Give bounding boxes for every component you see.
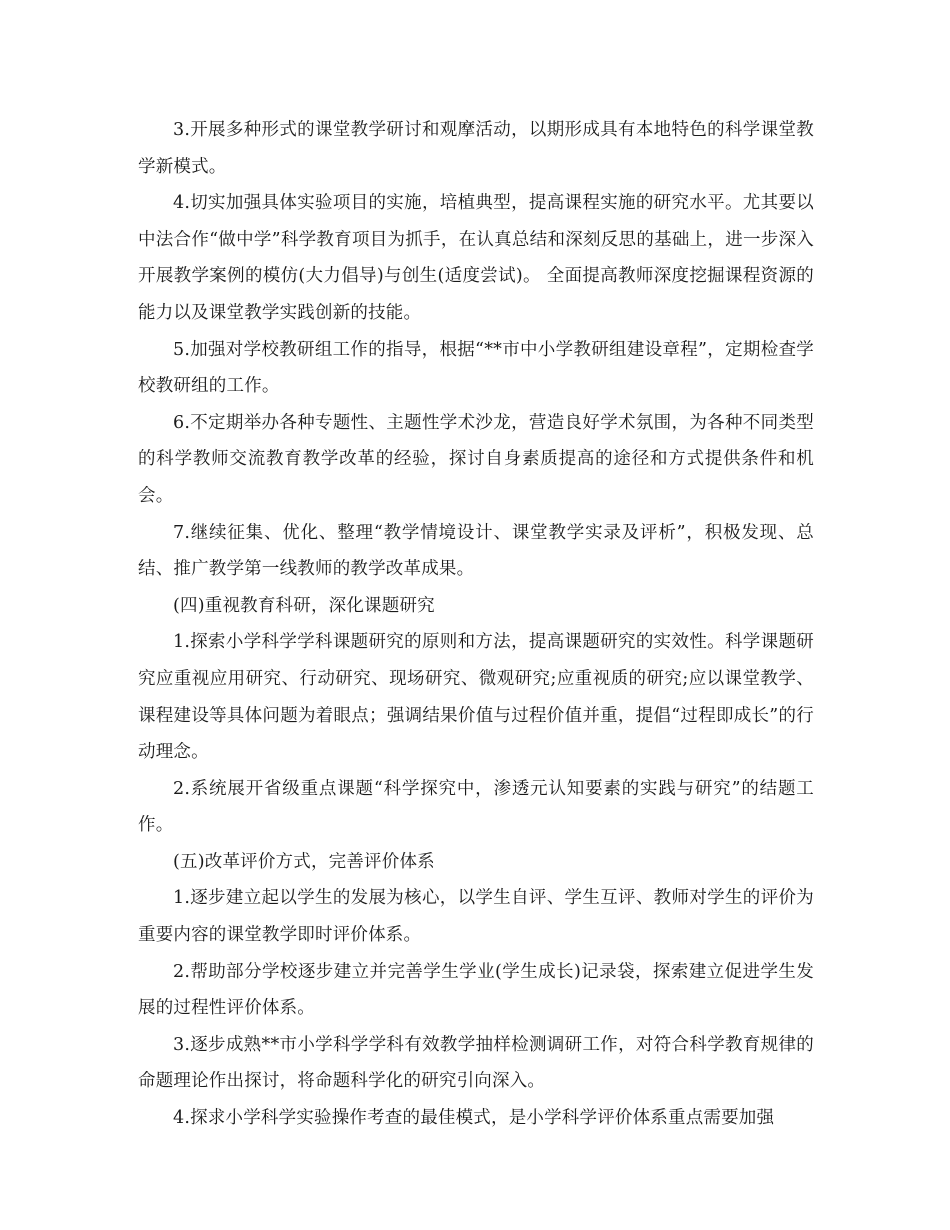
- paragraph-7-collection: 7.继续征集、优化、整理“教学情境设计、课堂教学实录及评析”，积极发现、总结、推广教学第一线教师的教学改革成果。: [138, 522, 814, 580]
- paragraph-provincial-project: 2.系统展开省级重点课题“科学探究中，渗透元认知要素的实践与研究”的结题工作。: [138, 778, 814, 836]
- section-heading-4: (四)重视教育科研，深化课题研究: [173, 595, 435, 616]
- paragraph-5-research-groups: 5.加强对学校教研组工作的指导，根据“**市中小学教研组建设章程”，定期检查学校教研组的工作。: [138, 339, 814, 397]
- document-body: [138, 112, 814, 1137]
- paragraph-evaluation-system: 1.逐步建立起以学生的发展为核心，以学生自评、学生互评、教师对学生的评价为重要内容的课堂教学即时评价体系。: [138, 888, 814, 946]
- paragraph-records-portfolio: 2.帮助部分学校逐步建立并完善学生学业(学生成长)记录袋，探索建立促进学生发展的过程性评价体系。: [138, 961, 814, 1019]
- paragraph-research-principles: 1.探索小学科学学科课题研究的原则和方法，提高课题研究的实效性。科学课题研究应重视应用研究、行动研究、现场研究、微观研究;应重视质的研究;应以课堂教学、课程建设等具体问题为着眼点；强调结果价值与过程价值并重，提倡“过程即成长”的行动理念。: [138, 632, 814, 763]
- paragraph-experiment-assessment: 4.探求小学科学实验操作考查的最佳模式，是小学科学评价体系重点需要加强: [173, 1108, 775, 1129]
- paragraph-3-teaching-research: 3.开展多种形式的课堂教学研讨和观摩活动，以期形成具有本地特色的科学课堂教学新模式。: [138, 120, 814, 177]
- paragraph-sampling-survey: 3.逐步成熟**市小学科学学科有效教学抽样检测调研工作，对符合科学教育规律的命题理论作出探讨，将命题科学化的研究引向深入。: [138, 1034, 814, 1092]
- paragraph-6-salons: 6.不定期举办各种专题性、主题性学术沙龙，营造良好学术氛围，为各种不同类型的科学教师交流教育教学改革的经验，探讨自身素质提高的途径和方式提供条件和机会。: [138, 412, 814, 506]
- section-heading-5: (五)改革评价方式，完善评价体系: [173, 851, 435, 872]
- paragraph-4-experiment-projects: 4.切实加强具体实验项目的实施，培植典型，提高课程实施的研究水平。尤其要以中法合作“做中学”科学教育项目为抓手，在认真总结和深刻反思的基础上，进一步深入开展教学案例的模仿(大力倡导)与创生(适度尝试)。 全面提高教师深度挖掘课程资源的能力以及课堂教学实践创新的技能。: [138, 193, 814, 323]
